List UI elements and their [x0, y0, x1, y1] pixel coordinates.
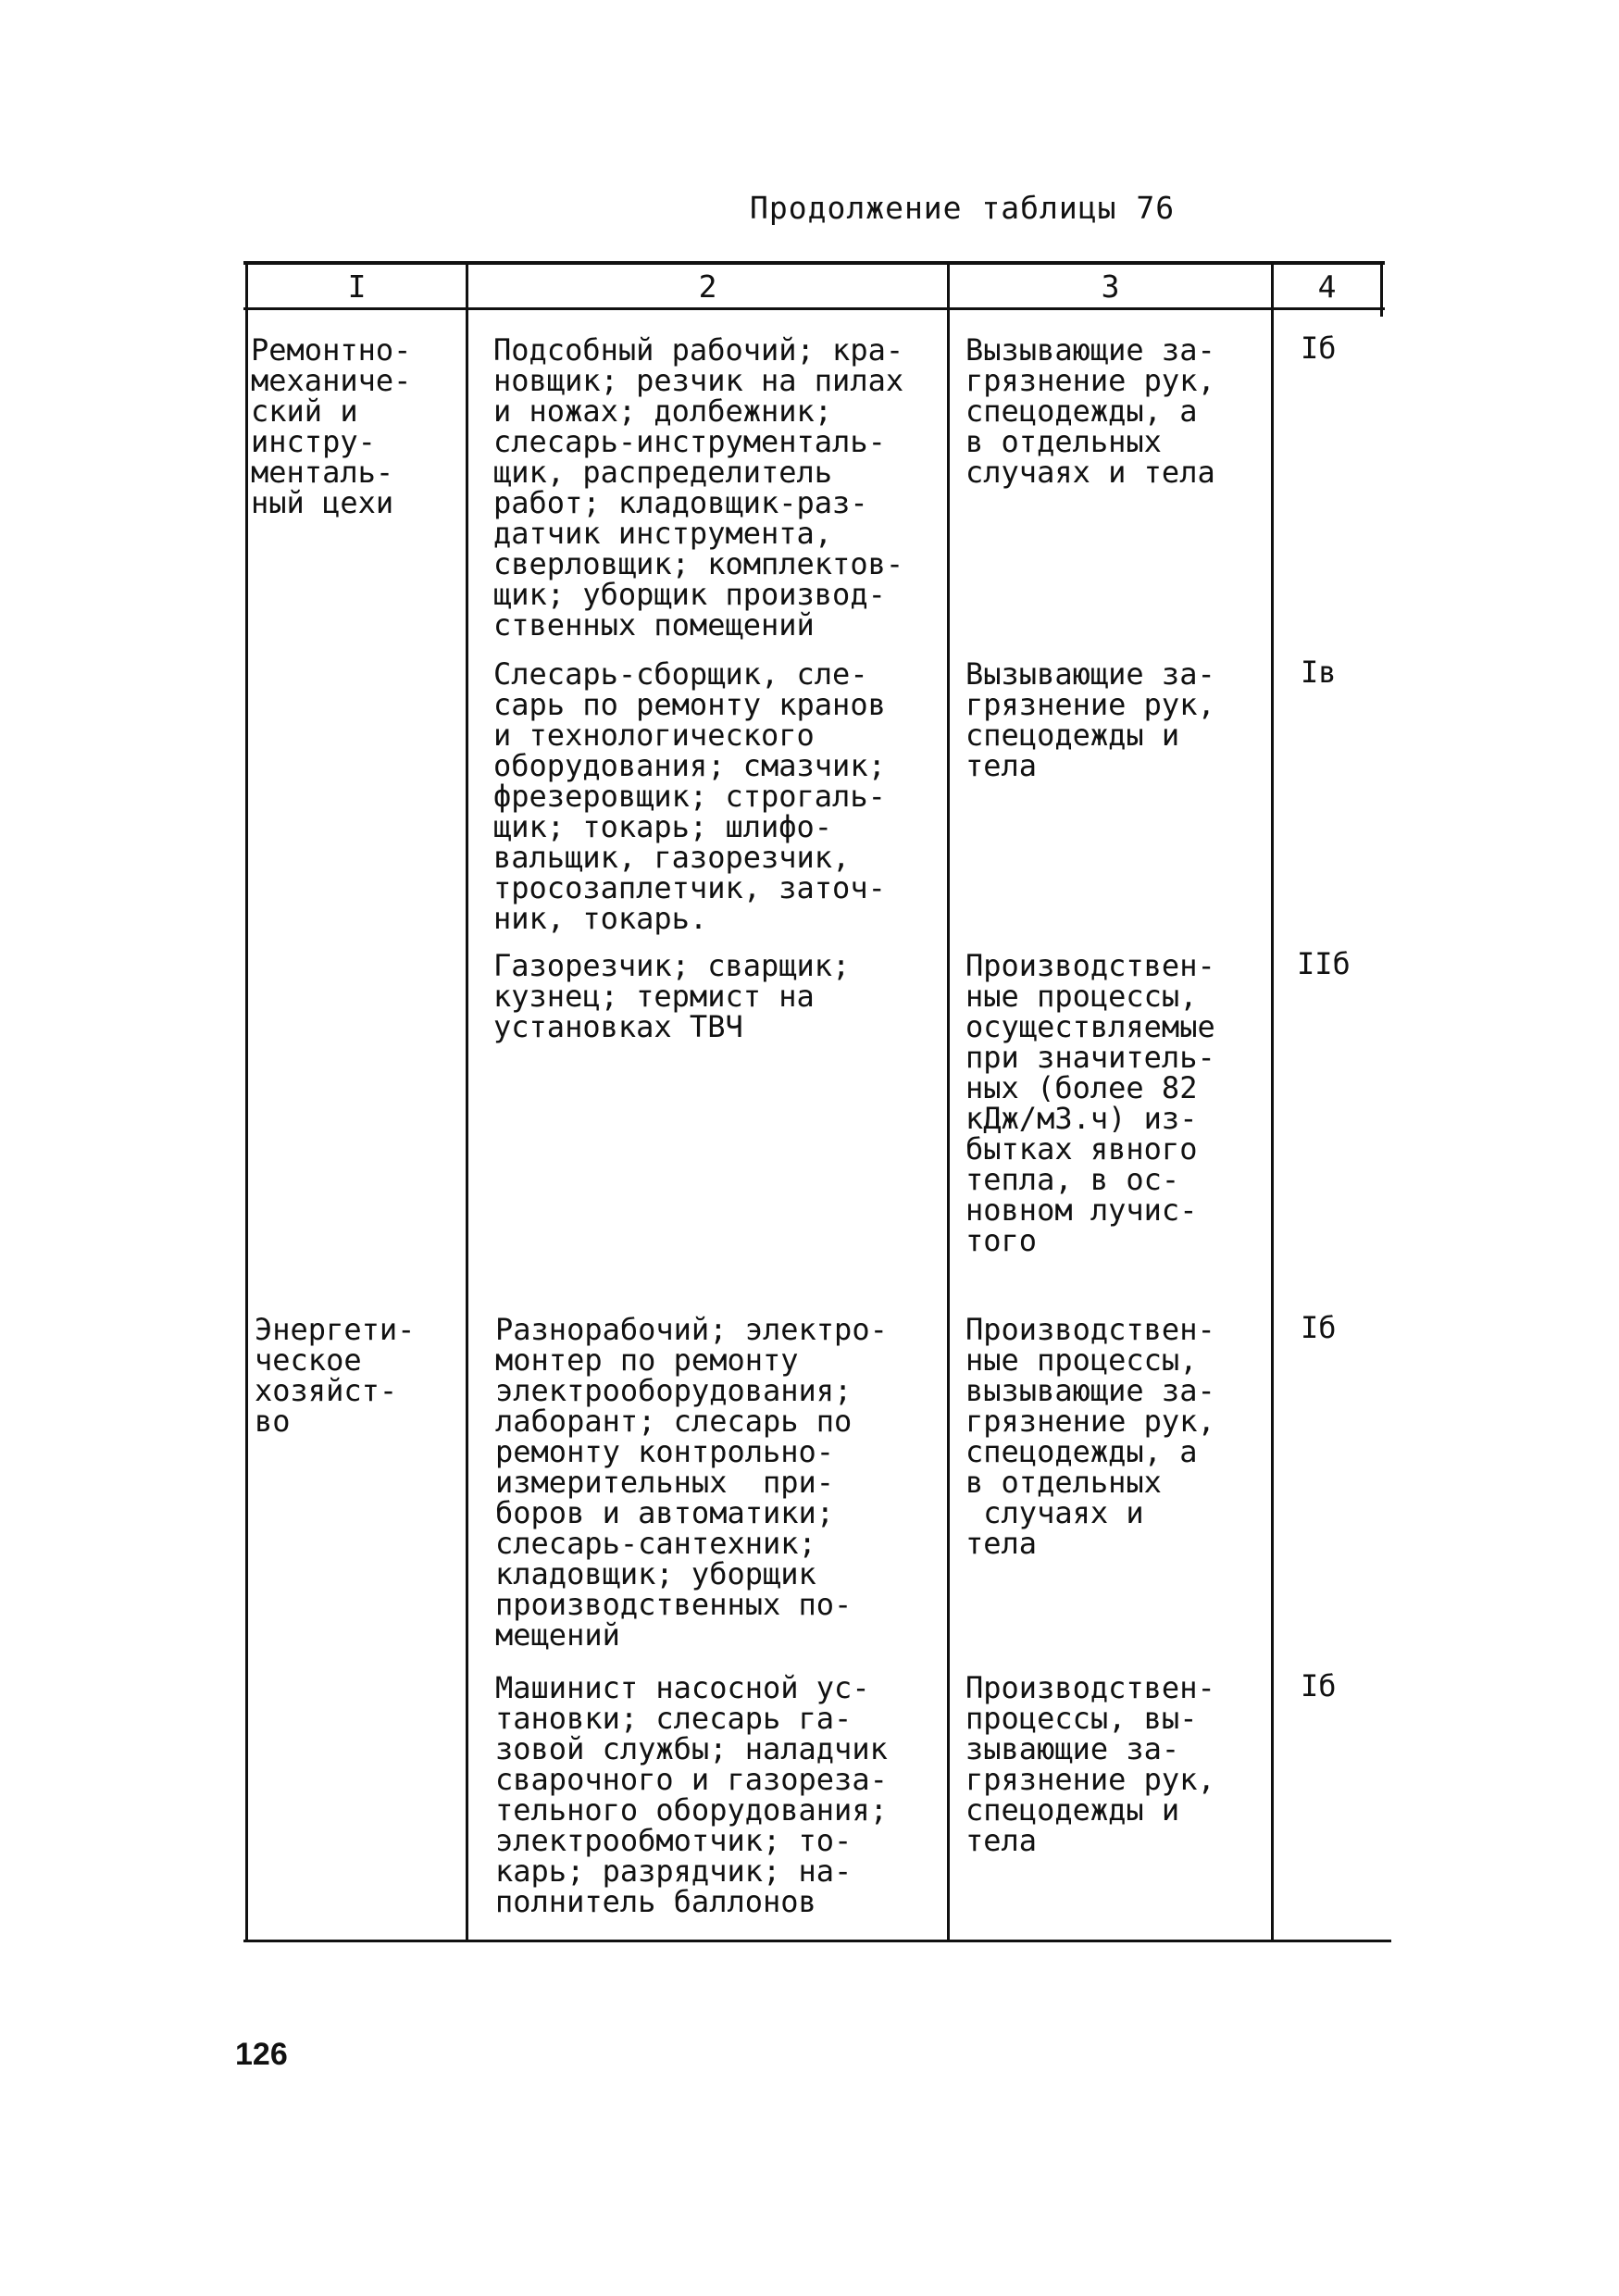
column-header-4: 4: [1317, 268, 1337, 305]
row-4-professions: Разнорабочий; электро- монтер по ремонту электрооборудования; лаборант; слесарь по ремонту контрольно- измерительных при- боров и автоматики; слесарь-сантехник; кладовщик; уборщик производственных по- мещений: [495, 1312, 888, 1653]
row-4-process: Производствен- ные процессы, вызывающие за- грязнение рук, спецодежды, а в отдельных случаях и тела: [965, 1312, 1215, 1561]
row-2-group: Iв: [1301, 655, 1337, 690]
table-bottom-rule: [243, 1940, 1391, 1942]
column-header-1: I: [347, 268, 367, 305]
table-top-rule: [243, 261, 1385, 265]
data-table: [243, 261, 1385, 1942]
table-caption: Продолжение таблицы 76: [750, 190, 1176, 226]
row-5-group: Iб: [1301, 1668, 1337, 1703]
column-divider-1: [466, 261, 468, 1942]
page-number: 126: [235, 2037, 288, 2072]
table-left-rule: [245, 261, 248, 1942]
row-3-process: Производствен- ные процессы, осуществляемые при значитель- ных (более 82 кДж/м3.ч) из- бытках явного тепла, в ос- новном лучис- того: [965, 948, 1215, 1258]
row-4-workshop: Энергети- ческое хозяйст- во: [255, 1312, 416, 1439]
header-bottom-rule: [243, 307, 1385, 310]
row-3-professions: Газорезчик; сварщик; кузнец; термист на установках ТВЧ: [493, 948, 851, 1044]
row-4-group: Iб: [1301, 1310, 1337, 1345]
column-divider-3: [1271, 261, 1274, 1942]
row-5-process: Производствен- процессы, вы- зывающие за- грязнение рук, спецодежды и тела: [965, 1670, 1215, 1858]
column-divider-2: [947, 261, 950, 1942]
column-header-3: 3: [1101, 268, 1120, 305]
table-right-rule: [1380, 261, 1383, 317]
row-5-professions: Машинист насосной ус- тановки; слесарь га- зовой службы; наладчик сварочного и газореза- тельного оборудования; электрообмотчик; то- карь; разрядчик; на- полнитель баллонов: [495, 1670, 888, 1919]
row-2-process: Вызывающие за- грязнение рук, спецодежды и тела: [965, 656, 1215, 783]
row-2-professions: Слесарь-сборщик, сле- сарь по ремонту кранов и технологического оборудования; смазчик; фрезеровщик; строгаль- щик; токарь; шлифо- вальщик, газорезчик, тросозаплетчик, заточ- ник, токарь.: [493, 656, 886, 936]
row-1-process: Вызывающие за- грязнение рук, спецодежды, а в отдельных случаях и тела: [965, 332, 1215, 490]
column-header-2: 2: [698, 268, 717, 305]
row-1-professions: Подсобный рабочий; кра- новщик; резчик на пилах и ножах; долбежник; слесарь-инструменталь- щик, распределитель работ; кладовщик-раз- датчик инструмента, сверловщик; комплектов- щик; уборщик производ- ственных помещений: [493, 332, 904, 643]
row-3-group: IIб: [1297, 946, 1351, 981]
row-1-workshop: Ремонтно- механиче- ский и инстру- менталь- ный цехи: [251, 332, 412, 520]
row-1-group: Iб: [1301, 331, 1337, 366]
